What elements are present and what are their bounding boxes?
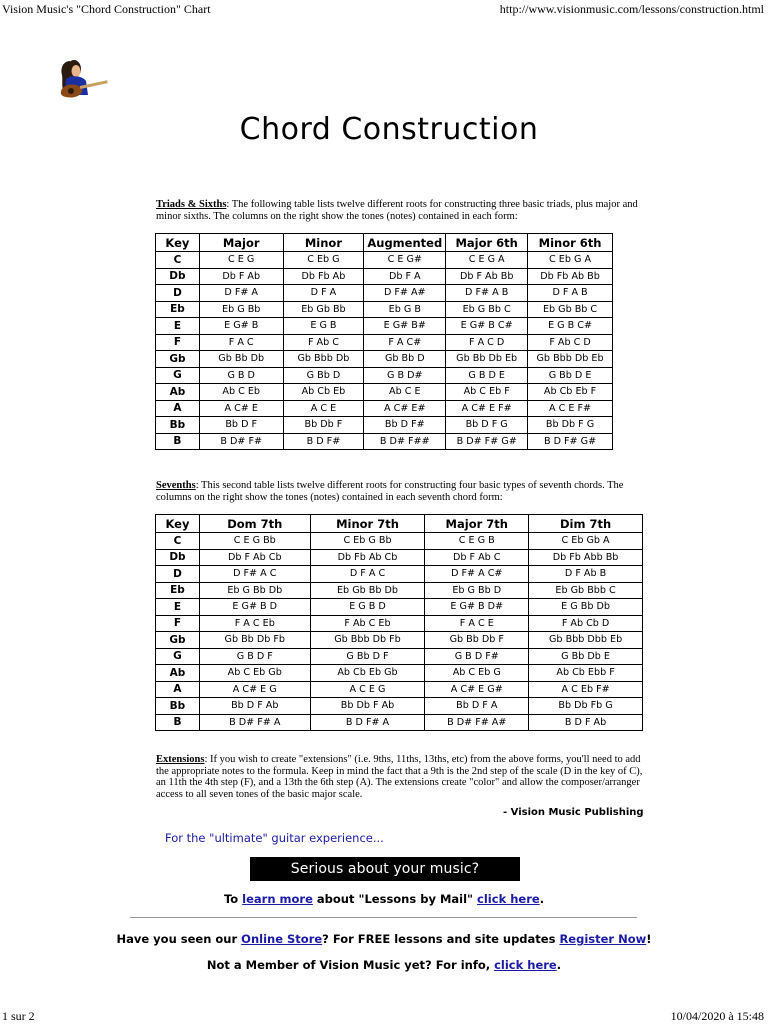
chord-tones-cell: C E G Bb (199, 533, 310, 550)
chord-tones-cell: Ab C Eb Gb (199, 665, 310, 682)
chord-tones-cell: G Bb D F (310, 648, 425, 665)
chord-tones-cell: C E G (199, 252, 283, 269)
chord-tones-cell: Gb Bbb Db (283, 351, 364, 368)
triads-column-header: Augmented (364, 234, 446, 252)
chord-tones-cell: Db Fb Abb Bb (529, 549, 643, 566)
online-store-link[interactable]: Online Store (241, 932, 323, 946)
chord-tones-cell: Bb Db F (283, 417, 364, 434)
serious-music-banner[interactable] (250, 857, 520, 881)
chord-tones-cell: D F Ab B (529, 566, 643, 583)
chord-tones-cell: Db Fb Ab Bb (528, 268, 613, 285)
chord-tones-cell: Ab Cb Eb Gb (310, 665, 425, 682)
chord-tones-cell: Ab Cb Ebb F (529, 665, 643, 682)
table-row (156, 566, 643, 583)
chord-tones-cell: A C# E G# (425, 681, 529, 698)
sevenths-text: : This second table lists twelve different roots for constructing four basic types of seventh chords. The columns on the right show the tones (notes) contained in each seventh chord form: (156, 480, 624, 503)
triads-text: : The following table lists twelve different roots for constructing three basic triads, plus major and minor sixths. The columns on the right show the tones (notes) contained in each form: (156, 199, 638, 222)
key-cell: C (156, 252, 200, 269)
key-cell: B (156, 433, 200, 450)
sevenths-column-header: Key (156, 515, 200, 533)
chord-tones-cell: Eb G Bb D (425, 582, 529, 599)
extensions-paragraph (156, 754, 644, 800)
key-cell: Db (156, 268, 200, 285)
table-row (156, 433, 613, 450)
chord-tones-cell: Bb Db F Ab (310, 698, 425, 715)
chord-tones-cell: F A C (199, 334, 283, 351)
membership-line (0, 958, 768, 972)
chord-tones-cell: D F# A C# (425, 566, 529, 583)
chord-tones-cell: Db Fb Ab (283, 268, 364, 285)
line1-prefix: To (223, 892, 243, 906)
chord-tones-cell: E G# B (199, 318, 283, 335)
publisher-credit: - Vision Music Publishing (503, 807, 644, 818)
chord-tones-cell: Ab C Eb (199, 384, 283, 401)
sevenths-heading: Sevenths (156, 480, 196, 491)
chord-tones-cell: C E G# (364, 252, 446, 269)
line2-suffix: ! (646, 932, 652, 946)
chord-tones-cell: Db F A (364, 268, 446, 285)
guitarist-logo-image (52, 55, 112, 101)
chord-tones-cell: G B D F# (425, 648, 529, 665)
chord-tones-cell: F Ab C D (528, 334, 613, 351)
key-cell: F (156, 334, 200, 351)
print-footer-timestamp: 10/04/2020 à 15:48 (670, 1009, 764, 1023)
promo-tagline: For the "ultimate" guitar experience... (165, 831, 384, 845)
register-now-link[interactable]: Register Now (559, 932, 647, 946)
key-cell: A (156, 681, 200, 698)
chord-tones-cell: C E G A (446, 252, 528, 269)
chord-tones-cell: Ab C Eb G (425, 665, 529, 682)
chord-tones-cell: Db Fb Ab Cb (310, 549, 425, 566)
chord-tones-cell: A C E G (310, 681, 425, 698)
triads-heading: Triads & Sixths (156, 199, 227, 210)
chord-tones-cell: B D F# A (310, 714, 425, 731)
table-row (156, 334, 613, 351)
chord-tones-cell: Gb Bb D (364, 351, 446, 368)
line2-prefix: Have you seen our (116, 932, 242, 946)
chord-tones-cell: Bb Db Fb G (529, 698, 643, 715)
chord-tones-cell: C Eb G Bb (310, 533, 425, 550)
chord-tones-cell: Bb D F Ab (199, 698, 310, 715)
chord-tones-cell: F A C Eb (199, 615, 310, 632)
sevenths-table (155, 514, 643, 731)
chord-tones-cell: F A C E (425, 615, 529, 632)
membership-click-here-link[interactable]: click here (494, 958, 557, 972)
table-row (156, 252, 613, 269)
chord-tones-cell: D F# A C (199, 566, 310, 583)
lessons-click-here-link[interactable]: click here (477, 892, 540, 906)
table-row (156, 268, 613, 285)
line1-suffix: . (539, 892, 545, 906)
chord-tones-cell: A C Eb F# (529, 681, 643, 698)
sevenths-column-header: Dim 7th (529, 515, 643, 533)
chord-tones-cell: D F A (283, 285, 364, 302)
sevenths-intro (156, 480, 644, 503)
sevenths-column-header: Minor 7th (310, 515, 425, 533)
chord-tones-cell: Eb Gb Bb C (528, 301, 613, 318)
chord-tones-cell: Ab C Eb F (446, 384, 528, 401)
line3-suffix: . (556, 958, 562, 972)
key-cell: F (156, 615, 200, 632)
banner-text: Serious about your music? (290, 861, 480, 877)
triads-column-header: Key (156, 234, 200, 252)
chord-tones-cell: Gb Bbb Dbb Eb (529, 632, 643, 649)
key-cell: B (156, 714, 200, 731)
table-row (156, 417, 613, 434)
chord-tones-cell: E G# B# (364, 318, 446, 335)
chord-tones-cell: B D# F# A# (425, 714, 529, 731)
learn-more-link[interactable]: learn more (242, 892, 313, 906)
line3-prefix: Not a Member of Vision Music yet? For info, (206, 958, 495, 972)
chord-tones-cell: Db F Ab Bb (446, 268, 528, 285)
table-row (156, 367, 613, 384)
chord-tones-cell: Gb Bbb Db Eb (528, 351, 613, 368)
page-title: Chord Construction (239, 112, 539, 147)
chord-tones-cell: A C# E G (199, 681, 310, 698)
chord-tones-cell: A C# E# (364, 400, 446, 417)
chord-tones-cell: Eb G Bb (199, 301, 283, 318)
chord-tones-cell: Eb G B (364, 301, 446, 318)
chord-tones-cell: Db F Ab C (425, 549, 529, 566)
chord-tones-cell: Eb G Bb Db (199, 582, 310, 599)
chord-tones-cell: Bb Db F G (528, 417, 613, 434)
key-cell: Eb (156, 582, 200, 599)
chord-tones-cell: Gb Bbb Db Fb (310, 632, 425, 649)
chord-tones-cell: G B D (199, 367, 283, 384)
triads-table (155, 233, 613, 450)
extensions-text: : If you wish to create "extensions" (i.e. 9ths, 11ths, 13ths, etc) from the above forms, you'll need to add the appropriate notes to the formula. Keep in mind the fact that a 9th is the 2nd step of the scale (D in the key of C), an 11th the 4th step (F), and a 13th the 6th step (A). The extensions create "color" and allow the composer/arranger access to all seven tones of the basic major scale. (156, 754, 643, 800)
chord-tones-cell: Eb G Bb C (446, 301, 528, 318)
chord-tones-cell: Gb Bb Db F (425, 632, 529, 649)
chord-tones-cell: Ab C E (364, 384, 446, 401)
table-row (156, 400, 613, 417)
key-cell: E (156, 318, 200, 335)
triads-column-header: Major 6th (446, 234, 528, 252)
key-cell: D (156, 285, 200, 302)
chord-tones-cell: E G Bb Db (529, 599, 643, 616)
chord-tones-cell: B D# F## (364, 433, 446, 450)
triads-intro (156, 199, 644, 222)
chord-tones-cell: F Ab Cb D (529, 615, 643, 632)
chord-tones-cell: Ab Cb Eb F (528, 384, 613, 401)
chord-tones-cell: E G B (283, 318, 364, 335)
triads-column-header: Minor 6th (528, 234, 613, 252)
key-cell: Db (156, 549, 200, 566)
chord-tones-cell: C Eb G A (528, 252, 613, 269)
key-cell: G (156, 648, 200, 665)
table-row (156, 681, 643, 698)
print-footer-page: 1 sur 2 (2, 1009, 35, 1023)
chord-tones-cell: B D# F# A (199, 714, 310, 731)
key-cell: D (156, 566, 200, 583)
chord-tones-cell: Gb Bb Db Fb (199, 632, 310, 649)
chord-tones-cell: G Bb D (283, 367, 364, 384)
chord-tones-cell: B D# F# (199, 433, 283, 450)
chord-tones-cell: A C# E F# (446, 400, 528, 417)
table-row (156, 285, 613, 302)
table-row (156, 665, 643, 682)
line1-middle: about "Lessons by Mail" (312, 892, 478, 906)
chord-tones-cell: B D F# (283, 433, 364, 450)
chord-tones-cell: E G B D (310, 599, 425, 616)
table-row (156, 582, 643, 599)
triads-column-header: Minor (283, 234, 364, 252)
table-row (156, 301, 613, 318)
chord-tones-cell: Bb D F A (425, 698, 529, 715)
chord-tones-cell: Eb Gb Bbb C (529, 582, 643, 599)
chord-tones-cell: F Ab C Eb (310, 615, 425, 632)
key-cell: Ab (156, 665, 200, 682)
lessons-by-mail-line (0, 892, 768, 906)
chord-tones-cell: G Bb D E (528, 367, 613, 384)
chord-tones-cell: F Ab C (283, 334, 364, 351)
table-row (156, 714, 643, 731)
table-row (156, 318, 613, 335)
table-row (156, 549, 643, 566)
chord-tones-cell: Db F Ab Cb (199, 549, 310, 566)
table-row (156, 632, 643, 649)
key-cell: Eb (156, 301, 200, 318)
key-cell: G (156, 367, 200, 384)
table-row (156, 351, 613, 368)
chord-tones-cell: Bb D F G (446, 417, 528, 434)
chord-tones-cell: Ab Cb Eb (283, 384, 364, 401)
chord-tones-cell: D F# A# (364, 285, 446, 302)
chord-tones-cell: Gb Bb Db (199, 351, 283, 368)
print-header-title: Vision Music's "Chord Construction" Chart (2, 2, 211, 16)
chord-tones-cell: Eb Gb Bb (283, 301, 364, 318)
chord-tones-cell: Db F Ab (199, 268, 283, 285)
chord-tones-cell: G B D# (364, 367, 446, 384)
chord-tones-cell: E G# B D# (425, 599, 529, 616)
chord-tones-cell: D F A B (528, 285, 613, 302)
key-cell: Ab (156, 384, 200, 401)
chord-tones-cell: D F# A (199, 285, 283, 302)
chord-tones-cell: G B D E (446, 367, 528, 384)
chord-tones-cell: Eb Gb Bb Db (310, 582, 425, 599)
key-cell: Gb (156, 632, 200, 649)
chord-tones-cell: C E G B (425, 533, 529, 550)
extensions-heading: Extensions (156, 754, 205, 765)
chord-tones-cell: G B D F (199, 648, 310, 665)
chord-tones-cell: F A C# (364, 334, 446, 351)
chord-tones-cell: B D F Ab (529, 714, 643, 731)
key-cell: E (156, 599, 200, 616)
table-row (156, 698, 643, 715)
sevenths-column-header: Dom 7th (199, 515, 310, 533)
table-row (156, 615, 643, 632)
chord-tones-cell: A C E F# (528, 400, 613, 417)
chord-tones-cell: Gb Bb Db Eb (446, 351, 528, 368)
table-row (156, 384, 613, 401)
sevenths-column-header: Major 7th (425, 515, 529, 533)
chord-tones-cell: C Eb Gb A (529, 533, 643, 550)
chord-tones-cell: D F# A B (446, 285, 528, 302)
chord-tones-cell: Bb D F# (364, 417, 446, 434)
table-row (156, 533, 643, 550)
chord-tones-cell: G Bb Db E (529, 648, 643, 665)
chord-tones-cell: D F A C (310, 566, 425, 583)
chord-tones-cell: E G# B D (199, 599, 310, 616)
triads-column-header: Major (199, 234, 283, 252)
chord-tones-cell: E G# B C# (446, 318, 528, 335)
chord-tones-cell: Bb D F (199, 417, 283, 434)
key-cell: Bb (156, 698, 200, 715)
key-cell: A (156, 400, 200, 417)
key-cell: Bb (156, 417, 200, 434)
chord-tones-cell: B D# F# G# (446, 433, 528, 450)
key-cell: Gb (156, 351, 200, 368)
table-row (156, 648, 643, 665)
chord-tones-cell: A C# E (199, 400, 283, 417)
chord-tones-cell: E G B C# (528, 318, 613, 335)
chord-tones-cell: F A C D (446, 334, 528, 351)
chord-tones-cell: B D F# G# (528, 433, 613, 450)
table-row (156, 599, 643, 616)
divider (130, 917, 637, 918)
print-header-url: http://www.visionmusic.com/lessons/construction.html (499, 2, 764, 16)
chord-tones-cell: A C E (283, 400, 364, 417)
line2-middle: ? For FREE lessons and site updates (322, 932, 560, 946)
key-cell: C (156, 533, 200, 550)
chord-tones-cell: C Eb G (283, 252, 364, 269)
store-register-line (0, 932, 768, 946)
